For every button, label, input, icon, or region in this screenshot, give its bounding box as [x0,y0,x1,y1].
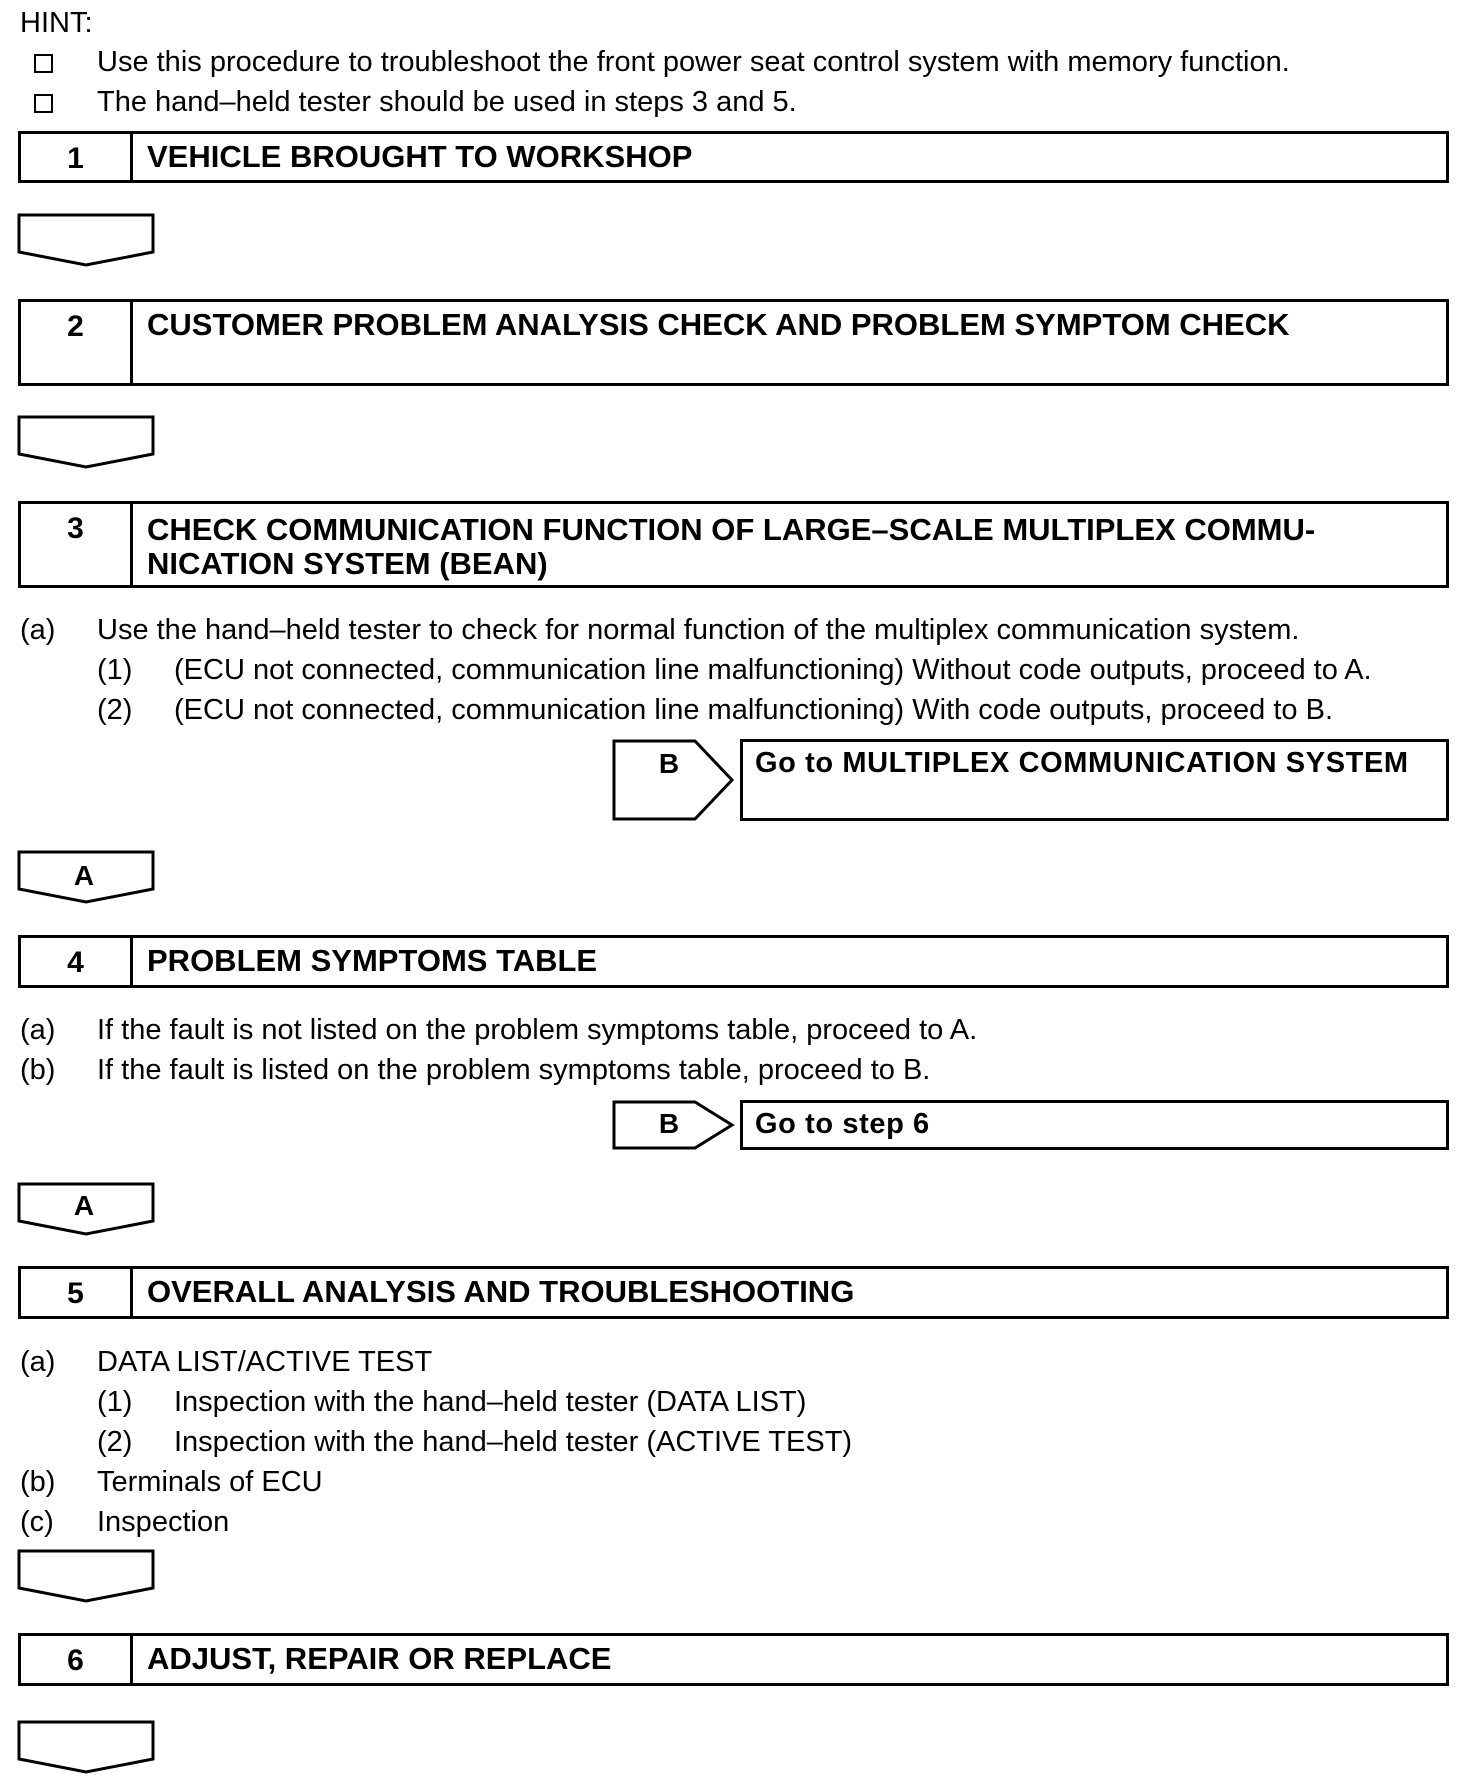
item-label: (b) [20,1054,56,1086]
step-title-line: CHECK COMMUNICATION FUNCTION OF LARGE–SCALE MULTIPLEX COMMU- [147,512,1316,547]
item-text: Inspection [97,1506,230,1538]
checkbox-icon [34,54,53,73]
down-arrow-icon [17,415,157,471]
step-6-box [18,1633,1449,1686]
step-title: ADJUST, REPAIR OR REPLACE [147,1641,612,1676]
arrow-label: A [73,860,95,891]
step-title: VEHICLE BROUGHT TO WORKSHOP [147,139,693,174]
step-number: 4 [21,938,133,985]
arrow-label: A [73,1190,95,1221]
step-title-line: NICATION SYSTEM (BEAN) [147,546,548,581]
hint-bullet: The hand–held tester should be used in steps 3 and 5. [97,86,797,118]
step-2-box [18,299,1449,386]
item-text: Terminals of ECU [97,1466,323,1498]
step-number: 5 [21,1269,133,1316]
branch-result-box [740,739,1449,821]
step-number: 3 [21,504,133,585]
step-1-box [18,131,1449,183]
item-label: (c) [20,1506,54,1538]
step-title: OVERALL ANALYSIS AND TROUBLESHOOTING [147,1274,855,1309]
item-text: If the fault is listed on the problem symptoms table, proceed to B. [97,1054,931,1086]
item-text: If the fault is not listed on the problem symptoms table, proceed to A. [97,1014,978,1046]
item-text: Inspection with the hand–held tester (DATA LIST) [174,1386,807,1418]
item-text: DATA LIST/ACTIVE TEST [97,1346,433,1378]
step-title: CUSTOMER PROBLEM ANALYSIS CHECK AND PROBLEM SYMPTOM CHECK [147,307,1290,342]
item-label: (2) [97,694,133,726]
down-arrow-icon [17,1720,157,1776]
item-text: Use the hand–held tester to check for normal function of the multiplex communication system. [97,614,1300,646]
item-label: (1) [97,1386,133,1418]
hint-label: HINT: [20,7,93,39]
item-text: (ECU not connected, communication line malfunctioning) With code outputs, proceed to B. [174,694,1333,726]
item-label: (2) [97,1426,133,1458]
item-label: (a) [20,1346,56,1378]
step-number: 2 [21,302,133,383]
branch-label: B [658,748,680,779]
branch-result-text: Go to MULTIPLEX COMMUNICATION SYSTEM [755,747,1409,779]
checkbox-icon [34,94,53,113]
item-label: (a) [20,614,56,646]
down-arrow-icon [17,1549,157,1605]
step-4-box [18,935,1449,988]
step-number: 6 [21,1636,133,1683]
step-3-box [18,501,1449,588]
branch-label: B [658,1108,680,1139]
branch-result-text: Go to step 6 [755,1108,930,1140]
item-text: Inspection with the hand–held tester (ACTIVE TEST) [174,1426,853,1458]
step-title: PROBLEM SYMPTOMS TABLE [147,943,598,978]
hint-bullet: Use this procedure to troubleshoot the front power seat control system with memory function. [97,46,1290,78]
step-5-box [18,1266,1449,1319]
item-label: (b) [20,1466,56,1498]
item-label: (a) [20,1014,56,1046]
item-text: (ECU not connected, communication line malfunctioning) Without code outputs, proceed to A. [174,654,1372,686]
item-label: (1) [97,654,133,686]
step-number: 1 [21,134,133,180]
step-title [147,513,1436,581]
branch-result-box [740,1100,1449,1150]
down-arrow-icon [17,213,157,269]
